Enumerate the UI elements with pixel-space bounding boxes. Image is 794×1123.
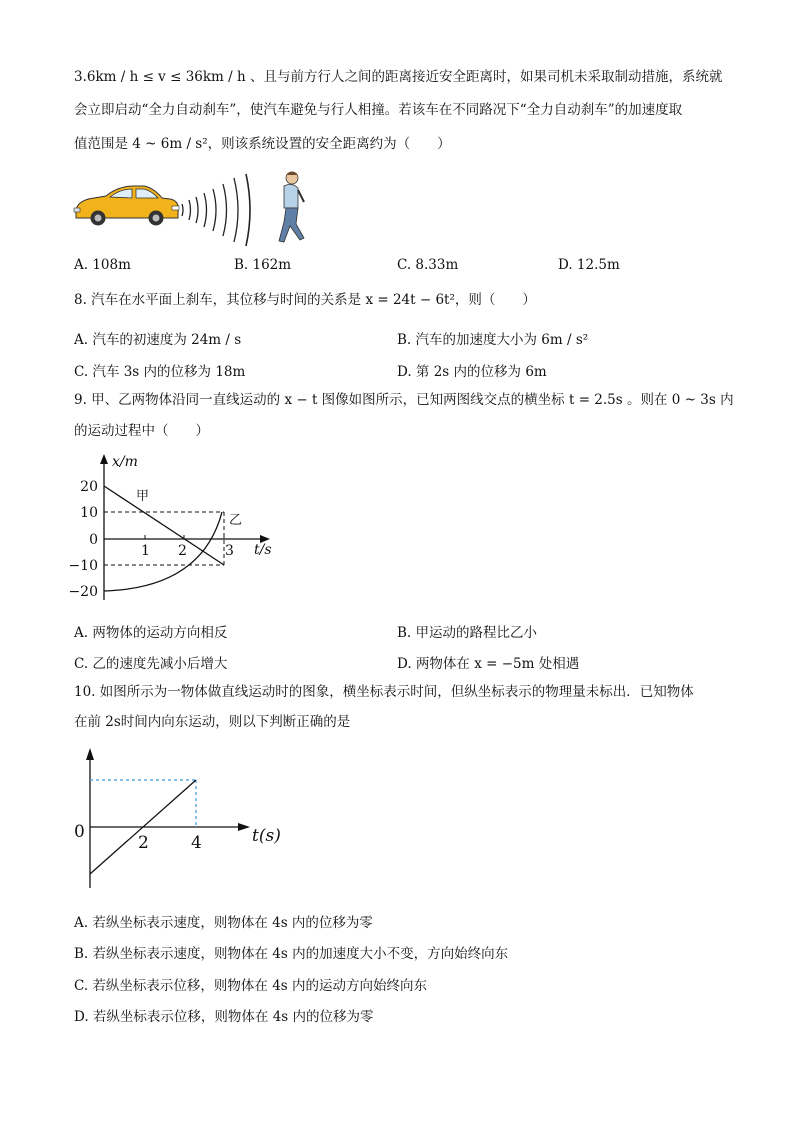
y-tick: −20 bbox=[68, 584, 98, 600]
q10-option-c[interactable]: C. 若纵坐标表示位移，则物体在 4s 内的运动方向始终向东 bbox=[74, 978, 428, 994]
q8-option-d[interactable]: D. 第 2s 内的位移为 6m bbox=[397, 364, 547, 380]
x-axis-label: t(s) bbox=[252, 826, 281, 846]
q8-stem: 8. 汽车在水平面上刹车，其位移与时间的关系是 x = 24t − 6t²，则（ ） bbox=[74, 292, 536, 308]
y-tick: −10 bbox=[68, 558, 98, 574]
pedestrian-icon bbox=[279, 172, 304, 243]
label-yi: 乙 bbox=[229, 513, 243, 528]
q8-option-b[interactable]: B. 汽车的加速度大小为 6m / s² bbox=[397, 332, 589, 348]
y-axis-label: x/m bbox=[112, 454, 138, 470]
q9-option-b[interactable]: B. 甲运动的路程比乙小 bbox=[397, 625, 538, 641]
q9-option-d[interactable]: D. 两物体在 x = −5m 处相遇 bbox=[397, 656, 580, 672]
q8-option-a[interactable]: A. 汽车的初速度为 24m / s bbox=[74, 332, 242, 348]
q10-graph bbox=[72, 742, 292, 892]
q9-xt-graph bbox=[68, 450, 284, 605]
q7-line-3: 值范围是 4 ~ 6m / s²，则该系统设置的安全距离约为（ ） bbox=[74, 136, 451, 152]
label-jia: 甲 bbox=[136, 489, 150, 504]
q9-line-2: 的运动过程中（ ） bbox=[74, 423, 209, 439]
radar-wave-icon bbox=[182, 174, 250, 246]
y-tick: 10 bbox=[80, 505, 98, 521]
q7-option-d[interactable]: D. 12.5m bbox=[558, 257, 620, 273]
car-icon bbox=[74, 186, 179, 226]
y-tick: 20 bbox=[80, 479, 98, 495]
q9-option-c[interactable]: C. 乙的速度先减小后增大 bbox=[74, 656, 228, 672]
origin-label: 0 bbox=[74, 822, 85, 842]
x-tick: 2 bbox=[138, 833, 149, 853]
q9-line-1: 9. 甲、乙两物体沿同一直线运动的 x − t 图像如图所示，已知两图线交点的横坐标 t = 2.5s 。则在 0 ~ 3s 内 bbox=[74, 392, 734, 408]
x-tick: 4 bbox=[191, 833, 202, 853]
q9-option-a[interactable]: A. 两物体的运动方向相反 bbox=[74, 625, 228, 641]
q10-option-a[interactable]: A. 若纵坐标表示速度，则物体在 4s 内的位移为零 bbox=[74, 915, 373, 931]
q8-option-c[interactable]: C. 汽车 3s 内的位移为 18m bbox=[74, 364, 246, 380]
line-jia bbox=[104, 486, 224, 565]
q7-option-a[interactable]: A. 108m bbox=[74, 257, 131, 273]
q10-option-d[interactable]: D. 若纵坐标表示位移，则物体在 4s 内的位移为零 bbox=[74, 1009, 374, 1025]
y-tick: 0 bbox=[89, 532, 98, 548]
q10-line-2: 在前 2s时间内向东运动，则以下判断正确的是 bbox=[74, 714, 351, 730]
q7-option-b[interactable]: B. 162m bbox=[234, 257, 292, 273]
y-axis-arrow-icon bbox=[100, 454, 108, 464]
q7-line-2: 会立即启动“全力自动刹车”，使汽车避免与行人相撞。若该车在不同路况下“全力自动刹车”的加速度取 bbox=[74, 102, 683, 118]
x-tick: 3 bbox=[225, 543, 234, 559]
q7-option-c[interactable]: C. 8.33m bbox=[397, 257, 459, 273]
x-axis-label: t/s bbox=[254, 542, 272, 558]
car-pedestrian-figure bbox=[72, 168, 312, 246]
q10-line-1: 10. 如图所示为一物体做直线运动时的图象，横坐标表示时间，但纵坐标表示的物理量未标出．已知物体 bbox=[74, 684, 694, 700]
y-axis-arrow-icon bbox=[86, 748, 94, 760]
x-tick: 1 bbox=[141, 543, 150, 559]
x-axis-arrow-icon bbox=[238, 823, 250, 831]
q7-line-1: 3.6km / h ≤ v ≤ 36km / h 、且与前方行人之间的距离接近安全距离时，如果司机未采取制动措施，系统就 bbox=[74, 69, 723, 85]
x-tick: 2 bbox=[178, 543, 187, 559]
q10-option-b[interactable]: B. 若纵坐标表示速度，则物体在 4s 内的加速度大小不变，方向始终向东 bbox=[74, 946, 509, 962]
